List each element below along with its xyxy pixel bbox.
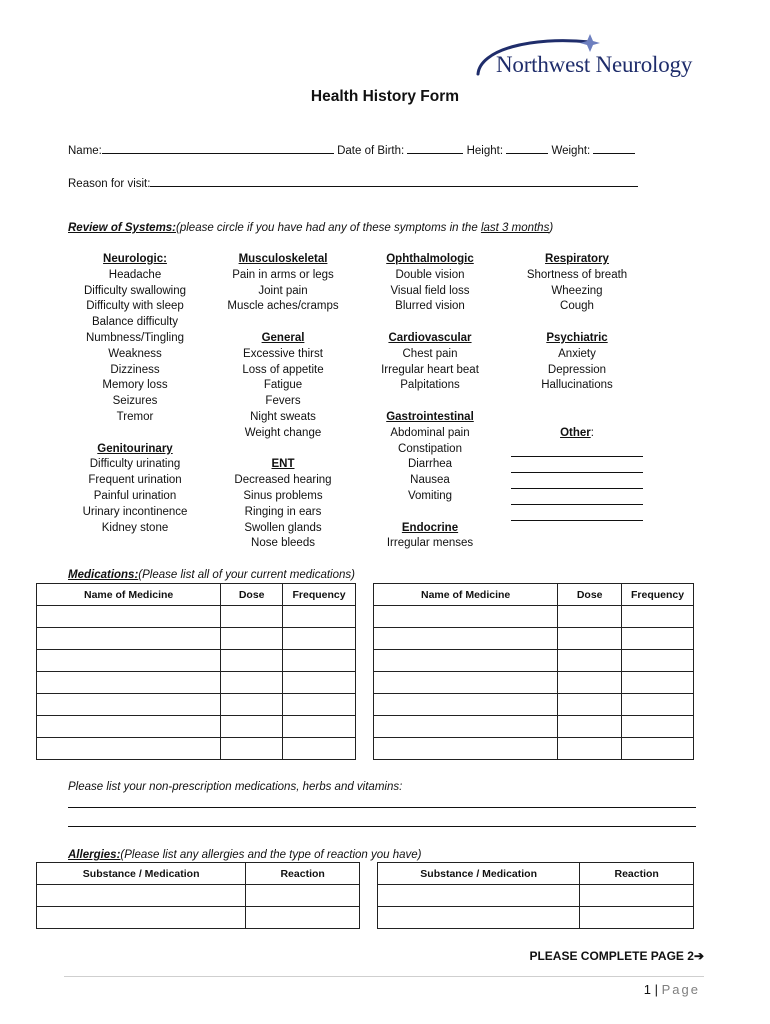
symptom-item[interactable]: Ringing in ears: [244, 505, 322, 518]
table-cell[interactable]: [374, 628, 558, 650]
symptom-item[interactable]: Difficulty urinating: [89, 458, 181, 471]
symptom-item[interactable]: Pain in arms or legs: [232, 268, 334, 281]
symptom-item[interactable]: Cough: [560, 300, 594, 313]
weight-label: Weight:: [551, 145, 591, 157]
height-field[interactable]: [506, 142, 548, 154]
table-cell[interactable]: [374, 606, 558, 628]
allergies-heading: [68, 849, 422, 861]
symptom-item[interactable]: Weakness: [108, 347, 162, 360]
medications-table-left: [36, 583, 356, 760]
logo-text: Northwest Neurology: [496, 52, 693, 77]
table-row: [374, 606, 694, 628]
otc-line-1[interactable]: [68, 807, 696, 808]
symptom-item[interactable]: Kidney stone: [101, 521, 169, 534]
patient-info-row: [68, 142, 635, 157]
group-title: ENT: [271, 458, 295, 471]
reason-field[interactable]: [150, 175, 638, 187]
table-row: [374, 628, 694, 650]
group-title: Genitourinary: [97, 442, 173, 455]
table-cell[interactable]: [622, 716, 694, 738]
symptom-item[interactable]: Constipation: [398, 442, 462, 455]
symptom-column-2: [210, 252, 356, 552]
symptom-item[interactable]: Vomiting: [407, 489, 453, 502]
table-cell[interactable]: [37, 606, 221, 628]
height-label: Height:: [466, 145, 504, 157]
symptom-item[interactable]: Tremor: [116, 410, 154, 423]
table-row: [37, 907, 360, 929]
table-cell[interactable]: [283, 694, 356, 716]
table-cell[interactable]: [558, 738, 622, 760]
table-row: [374, 650, 694, 672]
symptom-item[interactable]: Urinary incontinence: [82, 505, 188, 518]
group-title: Respiratory: [545, 253, 609, 265]
medications-note: (Please list all of your current medications): [138, 569, 355, 581]
symptom-item[interactable]: Loss of appetite: [242, 363, 324, 376]
table-cell[interactable]: [221, 716, 283, 738]
table-cell[interactable]: [622, 628, 694, 650]
symptom-item[interactable]: Double vision: [395, 268, 465, 281]
symptom-item[interactable]: Frequent urination: [88, 474, 182, 487]
symptom-item[interactable]: Dizziness: [110, 363, 160, 376]
table-cell[interactable]: [221, 606, 283, 628]
symptom-item[interactable]: Blurred vision: [395, 300, 465, 313]
review-label: Review of Systems:: [68, 222, 177, 234]
table-cell[interactable]: [374, 672, 558, 694]
star-icon: [580, 34, 600, 52]
group-title: Musculoskeletal: [238, 253, 328, 265]
table-cell[interactable]: [374, 694, 558, 716]
table-row: [37, 628, 356, 650]
table-cell[interactable]: [558, 650, 622, 672]
table-cell[interactable]: [374, 716, 558, 738]
table-cell[interactable]: [622, 650, 694, 672]
symptom-column-4: [504, 252, 650, 521]
table-row: [378, 907, 694, 929]
complete-text: PLEASE COMPLETE PAGE 2: [529, 949, 694, 963]
symptom-item[interactable]: Irregular heart beat: [381, 363, 479, 376]
symptom-item[interactable]: Headache: [108, 268, 162, 281]
table-cell[interactable]: [622, 694, 694, 716]
symptom-item[interactable]: Weight change: [244, 426, 322, 439]
column-header: Frequency: [283, 584, 356, 606]
medications-label: Medications:: [68, 569, 139, 581]
table-cell[interactable]: [558, 672, 622, 694]
table-cell[interactable]: [221, 628, 283, 650]
symptom-item[interactable]: Fatigue: [263, 379, 303, 392]
symptom-column-1: [62, 252, 208, 536]
page-title: Health History Form: [310, 88, 460, 105]
symptom-item[interactable]: Excessive thirst: [243, 347, 323, 360]
footer-divider: [64, 976, 704, 977]
table-cell[interactable]: [37, 650, 221, 672]
table-cell[interactable]: [378, 907, 580, 929]
symptom-item[interactable]: Nose bleeds: [251, 537, 315, 550]
page-number-separator: |: [651, 982, 662, 997]
review-note-post: ): [549, 222, 554, 234]
table-cell[interactable]: [580, 907, 694, 929]
logo: [470, 30, 700, 86]
table-cell[interactable]: [283, 628, 356, 650]
other-title: Other: [560, 426, 591, 439]
column-header: Name of Medicine: [374, 584, 558, 606]
other-heading: [504, 426, 650, 442]
table-cell[interactable]: [622, 606, 694, 628]
group-title: Cardiovascular: [388, 331, 472, 344]
page-number: [644, 982, 700, 997]
table-cell[interactable]: [374, 650, 558, 672]
table-cell[interactable]: [283, 606, 356, 628]
table-row: [37, 738, 356, 760]
symptom-item[interactable]: Irregular menses: [386, 537, 474, 550]
symptom-item[interactable]: Fevers: [265, 395, 301, 408]
allergies-table-left: [36, 862, 360, 929]
table-cell[interactable]: [283, 650, 356, 672]
table-cell[interactable]: [283, 738, 356, 760]
table-cell[interactable]: [378, 885, 580, 907]
table-cell[interactable]: [283, 672, 356, 694]
other-field[interactable]: [511, 489, 643, 505]
page-word: Page: [661, 982, 700, 997]
table-cell[interactable]: [37, 694, 221, 716]
symptom-item[interactable]: Nausea: [410, 474, 450, 487]
symptom-item[interactable]: Anxiety: [558, 347, 596, 360]
table-cell[interactable]: [622, 672, 694, 694]
table-cell[interactable]: [37, 628, 221, 650]
column-header: Substance / Medication: [378, 863, 580, 885]
symptom-item[interactable]: Joint pain: [258, 284, 308, 297]
table-cell[interactable]: [37, 738, 221, 760]
table-cell[interactable]: [221, 650, 283, 672]
table-cell[interactable]: [558, 694, 622, 716]
otc-prompt: Please list your non-prescription medications, herbs and vitamins:: [68, 781, 403, 793]
table-row: [37, 716, 356, 738]
table-cell[interactable]: [246, 907, 360, 929]
symptom-item[interactable]: Painful urination: [93, 489, 177, 502]
symptom-item[interactable]: Decreased hearing: [234, 474, 332, 487]
reason-row: [68, 175, 638, 190]
allergies-note: (Please list any allergies and the type of reaction you have): [120, 849, 422, 861]
column-header: Dose: [221, 584, 283, 606]
symptom-item[interactable]: Chest pain: [402, 347, 458, 360]
table-cell[interactable]: [622, 738, 694, 760]
group-title: Ophthalmologic: [386, 253, 474, 265]
column-header: Substance / Medication: [37, 863, 246, 885]
symptom-item[interactable]: Hallucinations: [541, 379, 613, 392]
table-cell[interactable]: [37, 885, 246, 907]
other-field[interactable]: [511, 473, 643, 489]
group-title: Endocrine: [401, 521, 459, 534]
table-cell[interactable]: [558, 606, 622, 628]
table-cell[interactable]: [37, 716, 221, 738]
table-row: [374, 694, 694, 716]
group-title: Psychiatric: [546, 331, 608, 344]
symptom-item[interactable]: Palpitations: [400, 379, 460, 392]
review-note-underlined: last 3 months: [480, 222, 550, 234]
group-title: General: [261, 331, 305, 344]
symptom-item[interactable]: Memory loss: [102, 379, 168, 392]
review-of-systems-heading: [68, 222, 553, 234]
symptom-item[interactable]: Diarrhea: [407, 458, 453, 471]
table-cell[interactable]: [374, 738, 558, 760]
symptom-item[interactable]: Shortness of breath: [526, 268, 628, 281]
table-row: [374, 716, 694, 738]
group-title: Gastrointestinal: [386, 410, 474, 423]
allergies-table-right: [377, 862, 694, 929]
other-suffix: :: [590, 426, 594, 439]
table-row: [378, 885, 694, 907]
medications-heading: [68, 569, 355, 581]
weight-field[interactable]: [593, 142, 635, 154]
symptom-item[interactable]: Numbness/Tingling: [85, 331, 184, 344]
complete-page-2-notice: [529, 949, 704, 963]
table-row: [37, 694, 356, 716]
symptom-item[interactable]: Muscle aches/cramps: [227, 300, 339, 313]
table-cell[interactable]: [558, 716, 622, 738]
table-row: [374, 738, 694, 760]
table-cell[interactable]: [221, 694, 283, 716]
symptom-item[interactable]: Sinus problems: [243, 489, 323, 502]
table-cell[interactable]: [37, 907, 246, 929]
reason-label: Reason for visit:: [68, 178, 151, 190]
symptom-item[interactable]: Visual field loss: [390, 284, 470, 297]
review-note-pre: (please circle if you have had any of these symptoms in the: [176, 222, 481, 234]
symptom-column-3: [357, 252, 503, 552]
column-header: Reaction: [580, 863, 694, 885]
page-number-value: 1: [643, 982, 652, 997]
group-title: Neurologic:: [103, 253, 167, 265]
table-row: [37, 672, 356, 694]
table-row: [374, 672, 694, 694]
table-cell[interactable]: [558, 628, 622, 650]
table-cell[interactable]: [221, 672, 283, 694]
table-row: [37, 650, 356, 672]
symptom-item[interactable]: Night sweats: [250, 410, 316, 423]
otc-line-2[interactable]: [68, 826, 696, 827]
dob-field[interactable]: [407, 142, 463, 154]
name-field[interactable]: [102, 142, 334, 154]
symptom-item[interactable]: Abdominal pain: [390, 426, 470, 439]
symptom-item[interactable]: Swollen glands: [244, 521, 322, 534]
table-cell[interactable]: [580, 885, 694, 907]
other-field[interactable]: [511, 505, 643, 521]
column-header: Name of Medicine: [37, 584, 221, 606]
name-label: Name:: [68, 145, 102, 157]
table-row: [37, 885, 360, 907]
table-cell[interactable]: [37, 672, 221, 694]
column-header: Dose: [558, 584, 622, 606]
table-cell[interactable]: [283, 716, 356, 738]
symptom-item[interactable]: Wheezing: [551, 284, 603, 297]
symptom-item[interactable]: Seizures: [112, 395, 158, 408]
symptom-item[interactable]: Difficulty with sleep: [86, 300, 184, 313]
medications-table-right: [373, 583, 694, 760]
symptom-item[interactable]: Depression: [547, 363, 607, 376]
symptom-item[interactable]: Balance difficulty: [91, 316, 179, 329]
column-header: Reaction: [246, 863, 360, 885]
other-field[interactable]: [511, 457, 643, 473]
dob-label: Date of Birth:: [337, 145, 405, 157]
other-field[interactable]: [511, 442, 643, 458]
table-cell[interactable]: [246, 885, 360, 907]
column-header: Frequency: [622, 584, 694, 606]
table-cell[interactable]: [221, 738, 283, 760]
arrow-right-icon: ➔: [693, 949, 704, 963]
symptom-item[interactable]: Difficulty swallowing: [83, 284, 187, 297]
allergies-label: Allergies:: [68, 849, 121, 861]
table-row: [37, 606, 356, 628]
